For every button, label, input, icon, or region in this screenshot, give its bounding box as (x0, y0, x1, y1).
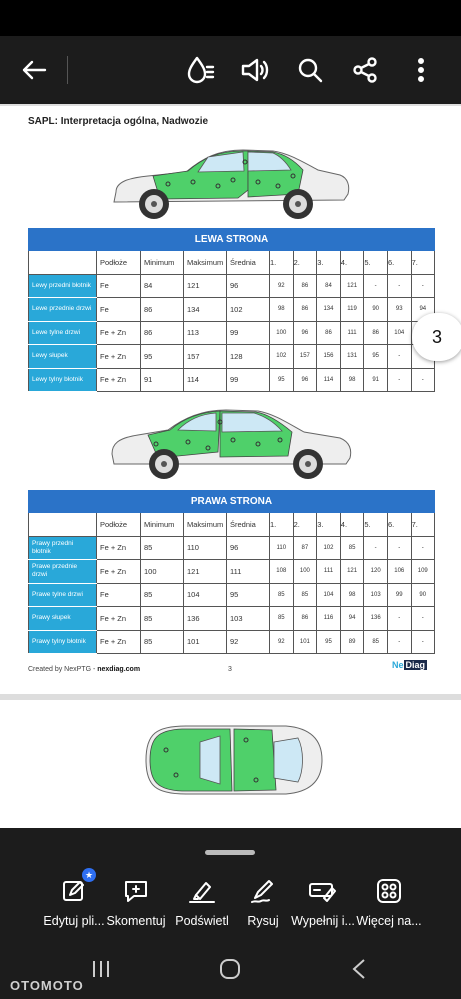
maximum-cell: 113 (184, 321, 227, 345)
measurement-cell: 89 (340, 630, 364, 654)
measurement-cell: 120 (364, 560, 388, 584)
measurement-cell: 103 (364, 583, 388, 607)
minimum-cell: 86 (141, 298, 184, 322)
table-header-cell: Średnia (227, 513, 270, 537)
average-cell: 92 (227, 630, 270, 654)
read-aloud-icon[interactable] (237, 52, 273, 88)
panel-name-cell: Prawy słupek (29, 607, 97, 631)
status-bar (0, 0, 461, 36)
panel-name-cell: Lewy słupek (29, 345, 97, 369)
measurement-cell: 90 (411, 583, 434, 607)
panel-name-cell: Prawy przedni błotnik (29, 536, 97, 560)
table-header-cell: 3. (317, 513, 341, 537)
measurement-cell: - (387, 607, 411, 631)
measurement-cell: 94 (340, 607, 364, 631)
measurement-cell: 104 (317, 583, 341, 607)
measurement-cell: 101 (293, 630, 317, 654)
minimum-cell: 95 (141, 345, 184, 369)
logo-ne: Ne (392, 660, 404, 670)
measurement-cell: 84 (317, 274, 341, 298)
average-cell: 102 (227, 298, 270, 322)
measurement-cell: 157 (293, 345, 317, 369)
table-header-cell: Minimum (141, 513, 184, 537)
table-header-cell: 7. (411, 251, 434, 275)
substrate-cell: Fe (97, 298, 141, 322)
share-icon[interactable] (347, 52, 383, 88)
search-icon[interactable] (292, 52, 328, 88)
measurement-cell: 109 (411, 560, 434, 584)
table-row (29, 368, 435, 392)
measurement-cell: 94 (411, 298, 434, 322)
table-header-cell: 7. (411, 513, 434, 537)
fill-sign-button[interactable] (287, 876, 359, 928)
left-side-table (28, 228, 435, 392)
table-header-cell: Maksimum (184, 251, 227, 275)
more-tools-icon (353, 876, 425, 906)
left-table-banner: LEWA STRONA (29, 229, 435, 251)
table-header-cell: 2. (293, 513, 317, 537)
table-row (29, 536, 435, 560)
measurement-cell: 95 (270, 368, 294, 392)
measurement-cell: 87 (293, 536, 317, 560)
table-header-cell: 5. (364, 251, 388, 275)
measurement-cell: 85 (270, 583, 294, 607)
measurement-cell: 85 (364, 630, 388, 654)
minimum-cell: 86 (141, 321, 184, 345)
table-header-cell: 4. (340, 251, 364, 275)
measurement-cell: 85 (270, 607, 294, 631)
table-header-cell: 6. (387, 513, 411, 537)
measurement-cell: 108 (270, 560, 294, 584)
table-row (29, 560, 435, 584)
measurement-cell: 98 (340, 583, 364, 607)
measurement-cell: 134 (317, 298, 341, 322)
measurement-cell: 90 (364, 298, 388, 322)
measurement-cell: - (411, 368, 434, 392)
table-header-cell: Podłoże (97, 251, 141, 275)
table-header-cell: Maksimum (184, 513, 227, 537)
document-viewer[interactable] (0, 104, 461, 828)
maximum-cell: 110 (184, 536, 227, 560)
measurement-cell: 93 (387, 298, 411, 322)
measurement-cell: 86 (293, 607, 317, 631)
average-cell: 96 (227, 274, 270, 298)
document-page (0, 106, 461, 694)
tool-label: Edytuj pli... (43, 914, 105, 928)
measurement-cell: - (411, 536, 434, 560)
measurement-cell: 86 (364, 321, 388, 345)
footer-site-link: nexdiag.com (97, 666, 141, 673)
measurement-cell: 111 (317, 560, 341, 584)
table-row (29, 274, 435, 298)
measurement-cell: - (411, 274, 434, 298)
more-vert-icon[interactable] (403, 52, 439, 88)
table-header-row (29, 513, 435, 537)
measurement-cell: - (411, 607, 434, 631)
measurement-cell: - (364, 274, 388, 298)
measurement-cell: 86 (317, 321, 341, 345)
measurement-cell: 131 (340, 345, 364, 369)
right-table-banner: PRAWA STRONA (29, 491, 435, 513)
maximum-cell: 136 (184, 607, 227, 631)
measurement-cell: 98 (340, 368, 364, 392)
measurement-cell: 86 (293, 274, 317, 298)
toolbar-drag-handle[interactable] (205, 850, 255, 855)
minimum-cell: 91 (141, 368, 184, 392)
panel-name-cell: Lewe przednie drzwi (29, 298, 97, 322)
measurement-cell: 91 (364, 368, 388, 392)
minimum-cell: 85 (141, 536, 184, 560)
table-header-cell: 1. (270, 251, 294, 275)
panel-name-cell: Lewy tylny błotnik (29, 368, 97, 392)
fill-sign-icon (287, 876, 359, 906)
average-cell: 99 (227, 368, 270, 392)
minimum-cell: 85 (141, 607, 184, 631)
table-header-cell: Średnia (227, 251, 270, 275)
average-cell: 96 (227, 536, 270, 560)
page-indicator-badge[interactable]: 3 (412, 313, 461, 361)
table-header-cell: 3. (317, 251, 341, 275)
tool-label: Więcej na... (356, 914, 422, 928)
maximum-cell: 101 (184, 630, 227, 654)
maximum-cell: 104 (184, 583, 227, 607)
table-row (29, 298, 435, 322)
measurement-cell: 100 (293, 560, 317, 584)
measurement-cell: - (411, 630, 434, 654)
measurement-cell: 111 (340, 321, 364, 345)
measurement-cell: 102 (317, 536, 341, 560)
table-header-row (29, 251, 435, 275)
otomoto-watermark: OTOMOTO (10, 978, 84, 993)
measurement-cell: 110 (270, 536, 294, 560)
table-header-cell: Minimum (141, 251, 184, 275)
maximum-cell: 157 (184, 345, 227, 369)
maximum-cell: 134 (184, 298, 227, 322)
table-header-cell (29, 513, 97, 537)
comment-add-icon (100, 876, 172, 906)
measurement-cell: 96 (293, 368, 317, 392)
app-bar (0, 36, 461, 104)
measurement-cell: 121 (340, 274, 364, 298)
substrate-cell: Fe + Zn (97, 368, 141, 392)
table-row (29, 321, 435, 345)
minimum-cell: 100 (141, 560, 184, 584)
measurement-cell: 99 (387, 583, 411, 607)
text-to-speech-icon[interactable] (182, 52, 218, 88)
table-header-cell: Podłoże (97, 513, 141, 537)
measurement-cell: 85 (340, 536, 364, 560)
panel-name-cell: Prawe tylne drzwi (29, 583, 97, 607)
document-page-next (0, 700, 461, 828)
measurement-cell: 92 (270, 274, 294, 298)
measurement-cell: - (387, 274, 411, 298)
substrate-cell: Fe + Zn (97, 345, 141, 369)
maximum-cell: 121 (184, 560, 227, 584)
minimum-cell: 85 (141, 630, 184, 654)
average-cell: 95 (227, 583, 270, 607)
substrate-cell: Fe + Zn (97, 536, 141, 560)
logo-diag: Diag (405, 660, 426, 670)
footer-created-by: Created by NexPTG - (28, 666, 98, 673)
tool-label: Rysuj (247, 914, 279, 928)
car-top-view-diagram (136, 720, 326, 800)
table-row (29, 583, 435, 607)
substrate-cell: Fe + Zn (97, 607, 141, 631)
substrate-cell: Fe (97, 583, 141, 607)
car-right-side-diagram (108, 402, 356, 482)
panel-name-cell: Prawy tylny błotnik (29, 630, 97, 654)
measurement-cell: 102 (270, 345, 294, 369)
page-footer-credit (28, 666, 140, 673)
measurement-cell: 119 (340, 298, 364, 322)
home-icon[interactable] (218, 958, 242, 985)
substrate-cell: Fe + Zn (97, 630, 141, 654)
average-cell: 99 (227, 321, 270, 345)
more-tools-button[interactable] (353, 876, 425, 928)
measurement-cell: 106 (387, 560, 411, 584)
measurement-cell: 100 (270, 321, 294, 345)
table-header-cell: 6. (387, 251, 411, 275)
table-header-cell: 5. (364, 513, 388, 537)
tool-label: Skomentuj (106, 914, 166, 928)
minimum-cell: 84 (141, 274, 184, 298)
measurement-cell: - (387, 345, 411, 369)
panel-name-cell: Prawe przednie drzwi (29, 560, 97, 584)
tool-label: Wypełnij i... (291, 914, 355, 928)
table-header-cell (29, 251, 97, 275)
substrate-cell: Fe (97, 274, 141, 298)
table-header-cell: 1. (270, 513, 294, 537)
table-row (29, 607, 435, 631)
right-side-table (28, 490, 435, 654)
table-row (29, 630, 435, 654)
table-row (29, 345, 435, 369)
measurement-cell: 96 (293, 321, 317, 345)
substrate-cell: Fe + Zn (97, 560, 141, 584)
average-cell: 103 (227, 607, 270, 631)
measurement-cell: 156 (317, 345, 341, 369)
bottom-toolbar (0, 828, 461, 942)
document-title: SAPL: Interpretacja ogólna, Nadwozie (28, 116, 209, 127)
measurement-cell: - (387, 536, 411, 560)
measurement-cell: 85 (293, 583, 317, 607)
panel-name-cell: Lewe tylne drzwi (29, 321, 97, 345)
recents-icon[interactable] (90, 958, 112, 985)
average-cell: 111 (227, 560, 270, 584)
app-bar-divider (67, 56, 68, 84)
measurement-cell: - (364, 536, 388, 560)
maximum-cell: 114 (184, 368, 227, 392)
table-header-cell: 2. (293, 251, 317, 275)
measurement-cell: 95 (364, 345, 388, 369)
measurement-cell: 95 (317, 630, 341, 654)
measurement-cell: 136 (364, 607, 388, 631)
average-cell: 128 (227, 345, 270, 369)
tool-label: Podświetl (175, 914, 229, 928)
system-nav-bar (0, 942, 461, 999)
measurement-cell: 104 (387, 321, 411, 345)
arrow-left-icon[interactable] (16, 52, 52, 88)
nexdiag-logo (392, 660, 434, 674)
measurement-cell: 92 (270, 630, 294, 654)
measurement-cell: - (387, 630, 411, 654)
new-feature-star-icon: ★ (82, 868, 96, 882)
table-header-cell: 4. (340, 513, 364, 537)
maximum-cell: 121 (184, 274, 227, 298)
measurement-cell: 121 (340, 560, 364, 584)
minimum-cell: 85 (141, 583, 184, 607)
panel-name-cell: Lewy przedni błotnik (29, 274, 97, 298)
measurement-cell: 116 (317, 607, 341, 631)
measurement-cell: 86 (293, 298, 317, 322)
measurement-cell: 98 (270, 298, 294, 322)
car-left-side-diagram (108, 142, 352, 222)
measurement-cell: 114 (317, 368, 341, 392)
comment-button[interactable] (100, 876, 172, 928)
back-icon[interactable] (350, 958, 368, 985)
substrate-cell: Fe + Zn (97, 321, 141, 345)
measurement-cell: - (387, 368, 411, 392)
footer-page-number: 3 (228, 666, 232, 673)
